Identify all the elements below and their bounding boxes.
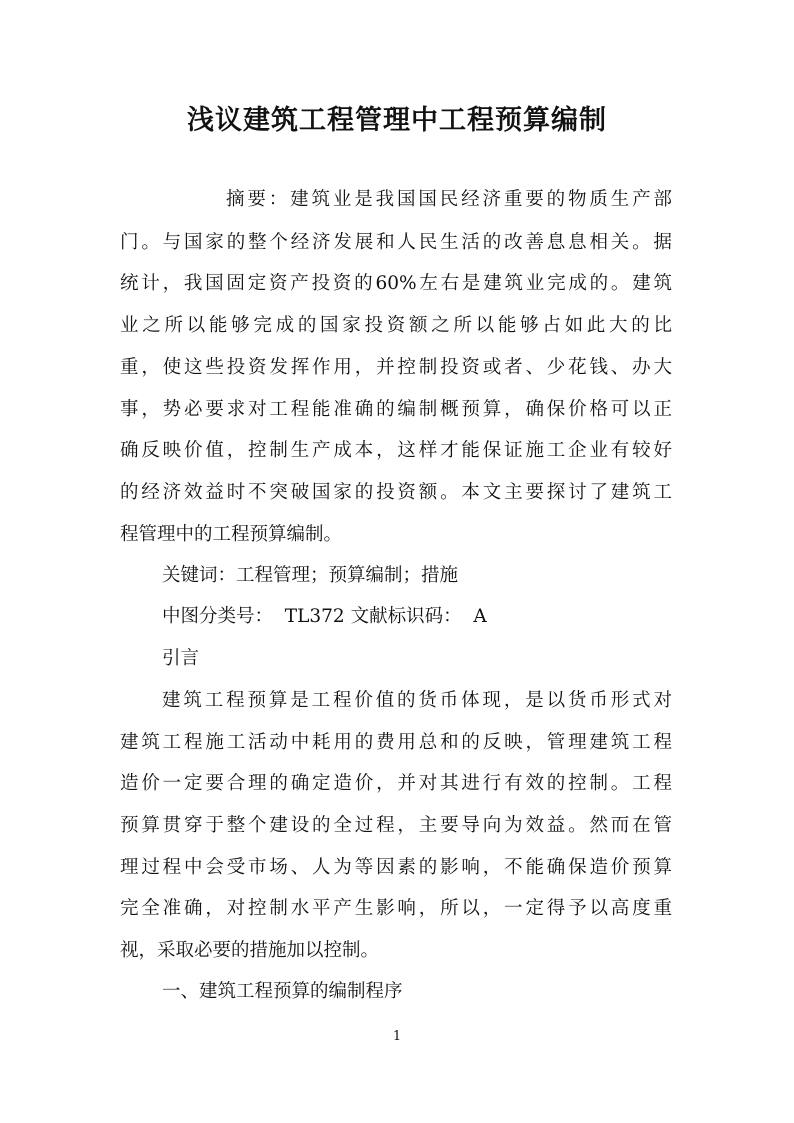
intro-line: 预算贯穿于整个建设的全过程，主要导向为效益。然而在管 bbox=[120, 815, 672, 836]
abstract-line: 统计，我国固定资产投资的60%左右是建筑业完成的。建筑 bbox=[120, 273, 672, 294]
intro-line: 建筑工程预算是工程价值的货币体现，是以货币形式对 bbox=[162, 690, 672, 711]
abstract-line: 程管理中的工程预算编制。 bbox=[120, 524, 343, 545]
abstract-line: 事，势必要求对工程能准确的编制概预算，确保价格可以正 bbox=[120, 399, 672, 420]
document-title: 浅议建筑工程管理中工程预算编制 bbox=[187, 105, 607, 136]
intro-line: 理过程中会受市场、人为等因素的影响，不能确保造价预算 bbox=[120, 857, 672, 878]
intro-line: 视，采取必要的措施加以控制。 bbox=[120, 940, 380, 961]
abstract-line: 的经济效益时不突破国家的投资额。本文主要探讨了建筑工 bbox=[120, 482, 672, 503]
intro-heading: 引言 bbox=[162, 648, 200, 669]
abstract-line: 摘要：建筑业是我国国民经济重要的物质生产部 bbox=[226, 189, 672, 210]
intro-line: 造价一定要合理的确定造价，并对其进行有效的控制。工程 bbox=[120, 773, 672, 794]
classification-line: 中图分类号： TL372 文献标识码： A bbox=[162, 606, 487, 627]
abstract-line: 重，使这些投资发挥作用，并控制投资或者、少花钱、办大 bbox=[120, 357, 672, 378]
intro-line: 建筑工程施工活动中耗用的费用总和的反映，管理建筑工程 bbox=[120, 732, 672, 753]
abstract-line: 业之所以能够完成的国家投资额之所以能够占如此大的比 bbox=[120, 315, 672, 336]
page-number: 1 bbox=[392, 1029, 402, 1044]
section-heading: 一、建筑工程预算的编制程序 bbox=[162, 981, 403, 1002]
keywords-line: 关键词：工程管理；预算编制；措施 bbox=[162, 565, 459, 586]
intro-line: 完全准确，对控制水平产生影响，所以，一定得予以高度重 bbox=[120, 898, 672, 919]
abstract-line: 门。与国家的整个经济发展和人民生活的改善息息相关。据 bbox=[120, 232, 672, 253]
abstract-line: 确反映价值，控制生产成本，这样才能保证施工企业有较好 bbox=[120, 440, 672, 461]
